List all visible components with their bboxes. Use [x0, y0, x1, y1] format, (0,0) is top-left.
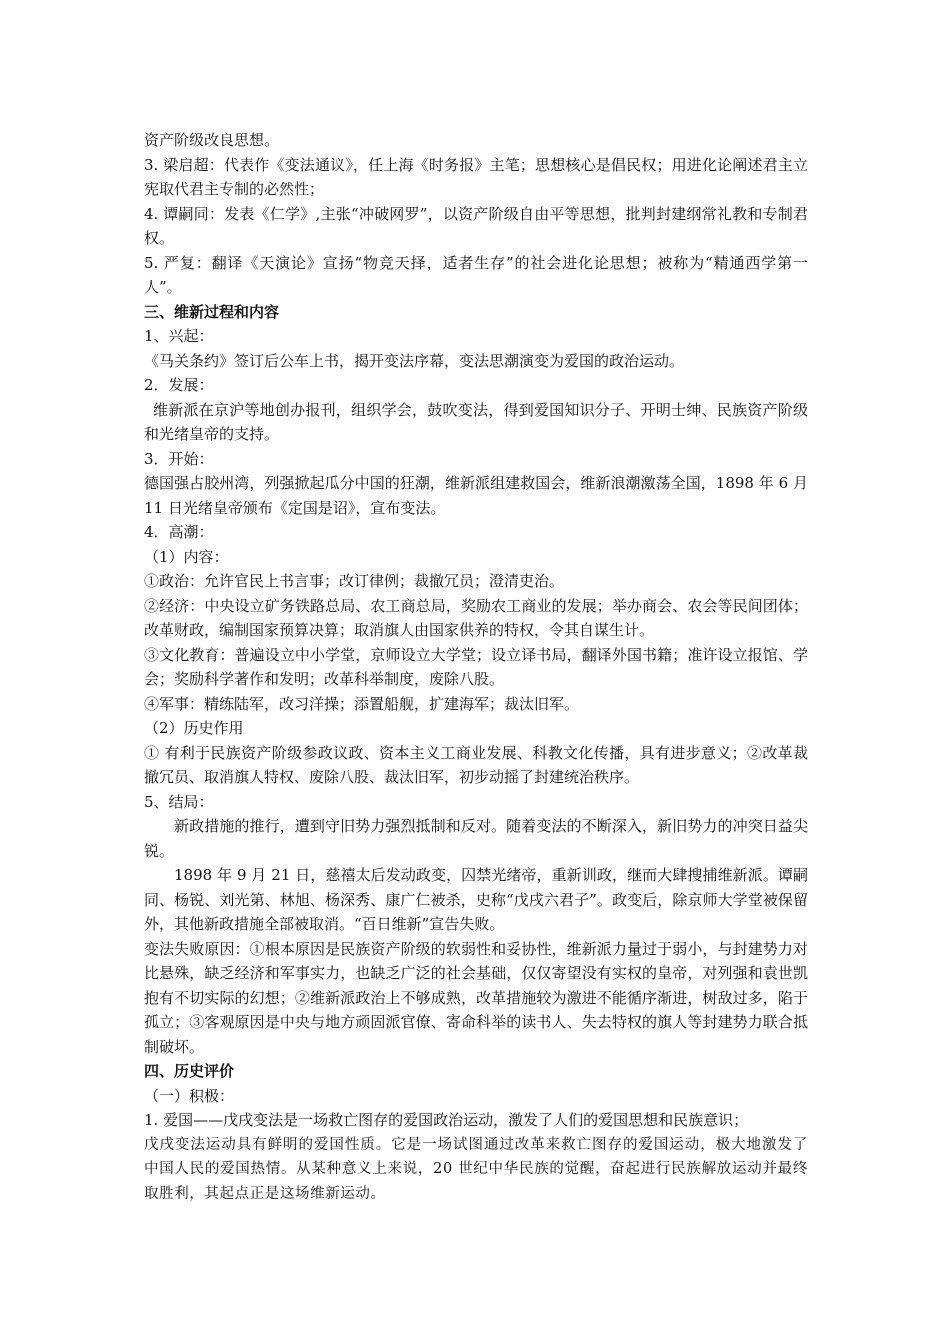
document-page — [144, 128, 813, 1206]
subheading: 2．发展： — [144, 376, 214, 394]
subheading: 3．开始： — [144, 449, 214, 468]
paragraph: ②经济：中央设立矿务铁路总局、农工商总局，奖励农工商业的发展；举办商会、农会等民间团体；改革财政，编制国家预算决算；取消旗人由国家供养的特权，令其自谋生计。 — [144, 596, 808, 639]
paragraph: ③文化教育：普遍设立中小学堂，京师设立大学堂；设立译书局，翻译外国书籍；准许设立报馆、学会；奖励科学著作和发明；改革科举制度，废除八股。 — [144, 645, 808, 688]
paragraph: 变法失败原因：①根本原因是民族资产阶级的软弱性和妥协性，维新派力量过于弱小，与封建势力对比悬殊，缺乏经济和军事实力，也缺乏广泛的社会基础，仅仅寄望没有实权的皇帝，对列强和袁世凯抱有不切实际的幻想；②维新派政治上不够成熟，改革措施较为激进不能循序渐进，树敌过多，陷于孤立；③客观原因是中央与地方顽固派官僚、寄命科举的读书人、失去特权的旗人等封建势力联合抵制破坏。 — [144, 939, 808, 1056]
section-heading: 三、维新过程和内容 — [144, 302, 280, 321]
paragraph: ① 有利于民族资产阶级参政议政、资本主义工商业发展、科教文化传播，具有进步意义；②改革裁撤冗员、取消旗人特权、废除八股、裁汰旧军，初步动摇了封建统治秩序。 — [144, 743, 808, 786]
subheading: 5、结局： — [144, 792, 214, 811]
paragraph: 1. 爱国——戊戌变法是一场救亡图存的爱国政治运动，激发了人们的爱国思想和民族意识； — [144, 1111, 749, 1129]
subheading: （2）历史作用 — [144, 719, 244, 737]
paragraph: 5. 严复：翻译《天演论》宣扬“物竞天择，适者生存”的社会进化论思想；被称为“精通西学第一人”。 — [144, 253, 808, 296]
paragraph: 《马关条约》签订后公车上书，揭开变法序幕，变法思潮演变为爱国的政治运动。 — [144, 351, 685, 370]
paragraph: 新政措施的推行，遭到守旧势力强烈抵制和反对。随着变法的不断深入，新旧势力的冲突日益尖锐。 — [144, 817, 808, 860]
paragraph: 戊戌变法运动具有鲜明的爱国性质。它是一场试图通过改革来救亡图存的爱国运动，极大地激发了中国人民的爱国热情。从某种意义上来说，20 世纪中华民族的觉醒，奋起进行民族解放运动并最终取胜利，其起点正是这场维新运动。 — [144, 1136, 808, 1202]
subheading: （1）内容： — [144, 547, 229, 566]
paragraph: 4. 谭嗣同：发表《仁学》,主张“冲破网罗”，以资产阶级自由平等思想，批判封建纲常礼教和专制君权。 — [144, 204, 808, 247]
paragraph: 3. 梁启超：代表作《变法通议》，任上海《时务报》主笔；思想核心是倡民权；用进化论阐述君主立宪取代君主专制的必然性； — [144, 155, 808, 198]
section-heading: 四、历史评价 — [144, 1062, 235, 1080]
paragraph: 维新派在京沪等地创办报刊，组织学会，鼓吹变法，得到爱国知识分子、开明士绅、民族资产阶级和光绪皇帝的支持。 — [144, 400, 808, 443]
paragraph: 1898 年 9 月 21 日，慈禧太后发动政变，囚禁光绪帝，重新训政，继而大肆搜捕维新派。谭嗣同、杨锐、刘光第、林旭、杨深秀、康广仁被杀，史称“戊戌六君子”。政变后，除京师大学堂被保留外，其他新政措施全部被取消。“百日维新”宣告失败。 — [144, 866, 808, 933]
paragraph: 资产阶级改良思想。 — [144, 131, 280, 149]
paragraph: 德国强占胶州湾，列强掀起瓜分中国的狂潮，维新派组建救国会，维新浪潮激荡全国，1898 年 6 月 11 日光绪皇帝颁布《定国是诏》，宣布变法。 — [144, 474, 813, 517]
subheading: （一）积极： — [144, 1086, 235, 1105]
subheading: 1、兴起： — [144, 327, 214, 345]
paragraph: ①政治：允许官民上书言事；改订律例；裁撤冗员；澄清吏治。 — [144, 572, 565, 590]
paragraph: ④军事：精练陆军，改习洋操；添置船舰，扩建海军；裁汰旧军。 — [144, 694, 580, 713]
subheading: 4．高潮： — [144, 523, 214, 541]
